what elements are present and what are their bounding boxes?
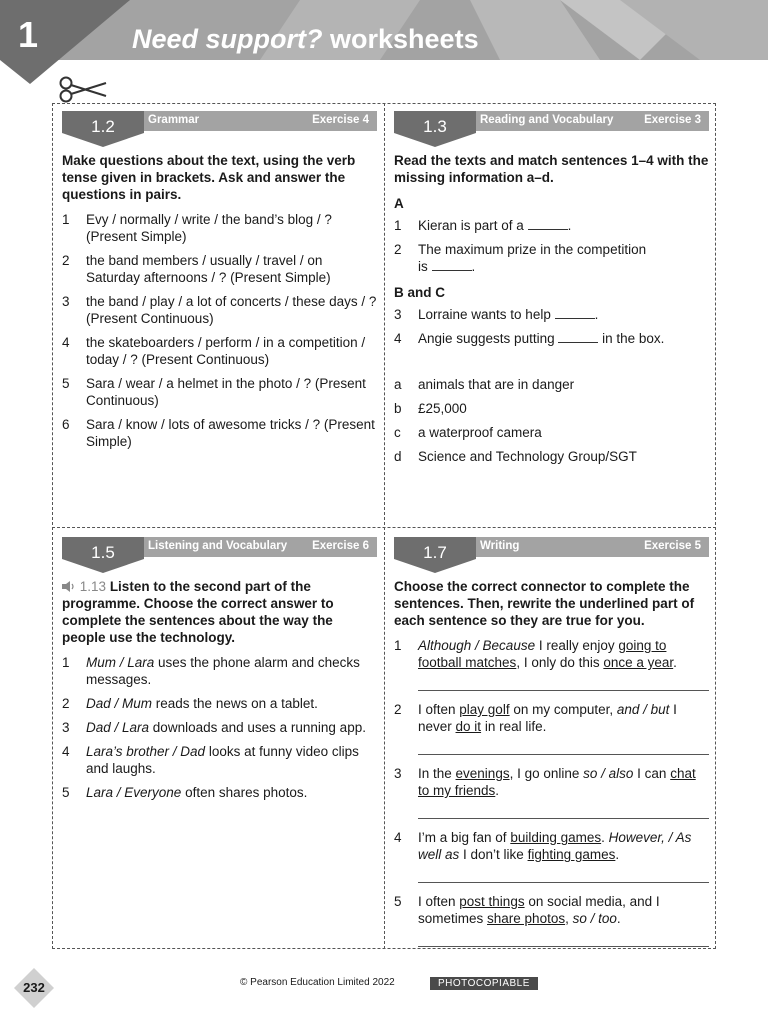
- list-item: 3 Dad / Lara downloads and uses a running app.: [62, 720, 366, 735]
- exercise-number: 1.2: [91, 117, 115, 136]
- instruction: Choose the correct connector to complete the sentences. Then, rewrite the underlined part of each sentence so they are true for you.: [394, 579, 695, 628]
- exercise-reference: Exercise 5: [644, 540, 701, 552]
- exercise-topic: Reading and Vocabulary: [480, 114, 614, 126]
- list-item: 1 Kieran is part of a .: [394, 218, 572, 233]
- list-item: 2 Dad / Mum reads the news on a tablet.: [62, 696, 318, 711]
- unit-number: 1: [18, 14, 39, 55]
- answer-gap: [555, 306, 595, 319]
- cut-line-horizontal: [52, 527, 716, 528]
- page-title: [132, 24, 479, 55]
- list-item: 2 The maximum prize in the competition is .: [394, 242, 647, 274]
- exercise-bar: [62, 537, 377, 562]
- exercise-topic: Grammar: [148, 114, 200, 126]
- exercise-number: 1.5: [91, 543, 115, 562]
- option-item: b £25,000: [394, 401, 467, 416]
- write-line[interactable]: [418, 934, 709, 947]
- option-item: c a waterproof camera: [394, 425, 542, 440]
- exercise-topic: Listening and Vocabulary: [148, 540, 288, 552]
- list-item: 5 I often post things on social media, and I sometimes share photos, so / too.: [394, 894, 660, 926]
- exercise-1-5: [62, 537, 377, 808]
- section-heading-bc: B and C: [394, 285, 446, 300]
- copyright: © Pearson Education Limited 2022: [240, 977, 395, 988]
- exercise-bar: [394, 111, 709, 136]
- exercise-bar: [62, 111, 377, 136]
- list-item: 3 In the evenings, I go online so / also I can chat to my friends.: [394, 766, 696, 798]
- list-item: 4 Lara’s brother / Dad looks at funny video clips and laughs.: [62, 744, 359, 776]
- list-item: 6 Sara / know / lots of awesome tricks / ? (Present Simple): [62, 417, 375, 449]
- exercise-reference: Exercise 3: [644, 114, 701, 126]
- exercise-1-3: [394, 111, 709, 472]
- exercise-number: 1.3: [423, 117, 447, 136]
- answer-gap: [528, 217, 568, 230]
- answer-gap: [558, 330, 598, 343]
- instruction: Make questions about the text, using the verb tense given in brackets. Ask and answer the questions in pairs.: [62, 153, 356, 202]
- section-heading-a: A: [394, 196, 404, 211]
- page-number: 232: [23, 980, 45, 995]
- list-item: 2 I often play golf on my computer, and / but I never do it in real life.: [394, 702, 677, 734]
- page-title-rest: worksheets: [322, 24, 479, 54]
- exercise-1-7: [394, 537, 709, 957]
- list-item: 4 I’m a big fan of building games. However, / As well as I don’t like fighting games.: [394, 830, 692, 862]
- exercise-reference: Exercise 6: [312, 540, 369, 552]
- option-item: d Science and Technology Group/SGT: [394, 449, 637, 464]
- list-item: 3 the band / play / a lot of concerts / these days / ? (Present Continuous): [62, 294, 377, 326]
- instruction: Read the texts and match sentences 1–4 with the missing information a–d.: [394, 153, 709, 185]
- speaker-icon: [62, 581, 76, 592]
- exercise-1-2: [62, 111, 377, 457]
- cut-line-vertical: [384, 103, 385, 949]
- list-item: 3 Lorraine wants to help .: [394, 307, 599, 322]
- scissors-icon: [58, 74, 108, 104]
- sentence-list: [394, 637, 709, 947]
- write-line[interactable]: [418, 742, 709, 755]
- exercise-bar: [394, 537, 709, 562]
- audio-track: 1.13: [79, 579, 107, 594]
- answer-gap: [432, 258, 472, 271]
- list-item: 1 Evy / normally / write / the band’s blog / ? (Present Simple): [62, 212, 332, 244]
- option-item: a animals that are in danger: [394, 377, 575, 392]
- list-item: 1 Although / Because I really enjoy going to football matches, I only do this once a year.: [394, 638, 677, 670]
- list-item: 4 the skateboarders / perform / in a competition / today / ? (Present Continuous): [62, 335, 366, 367]
- write-line[interactable]: [418, 678, 709, 691]
- write-line[interactable]: [418, 870, 709, 883]
- exercise-number: 1.7: [423, 543, 447, 562]
- sentence-list: [62, 654, 377, 801]
- list-item: 1 Mum / Lara uses the phone alarm and checks messages.: [62, 655, 360, 687]
- list-item: 4 Angie suggests putting in the box.: [394, 331, 665, 346]
- instruction: 1.13 Listen to the second part of the programme. Choose the correct answer to complete the sentences about the way the people use the technology.: [62, 579, 334, 645]
- page-title-italic: Need support?: [132, 24, 323, 54]
- list-item: 5 Lara / Everyone often shares photos.: [62, 785, 308, 800]
- question-list: [62, 211, 377, 450]
- write-line[interactable]: [418, 806, 709, 819]
- photocopiable-label: PHOTOCOPIABLE: [430, 977, 538, 990]
- exercise-topic: Writing: [480, 540, 520, 552]
- exercise-reference: Exercise 4: [312, 114, 369, 126]
- list-item: 2 the band members / usually / travel / on Saturday afternoons / ? (Present Simple): [62, 253, 331, 285]
- list-item: 5 Sara / wear / a helmet in the photo / ? (Present Continuous): [62, 376, 366, 408]
